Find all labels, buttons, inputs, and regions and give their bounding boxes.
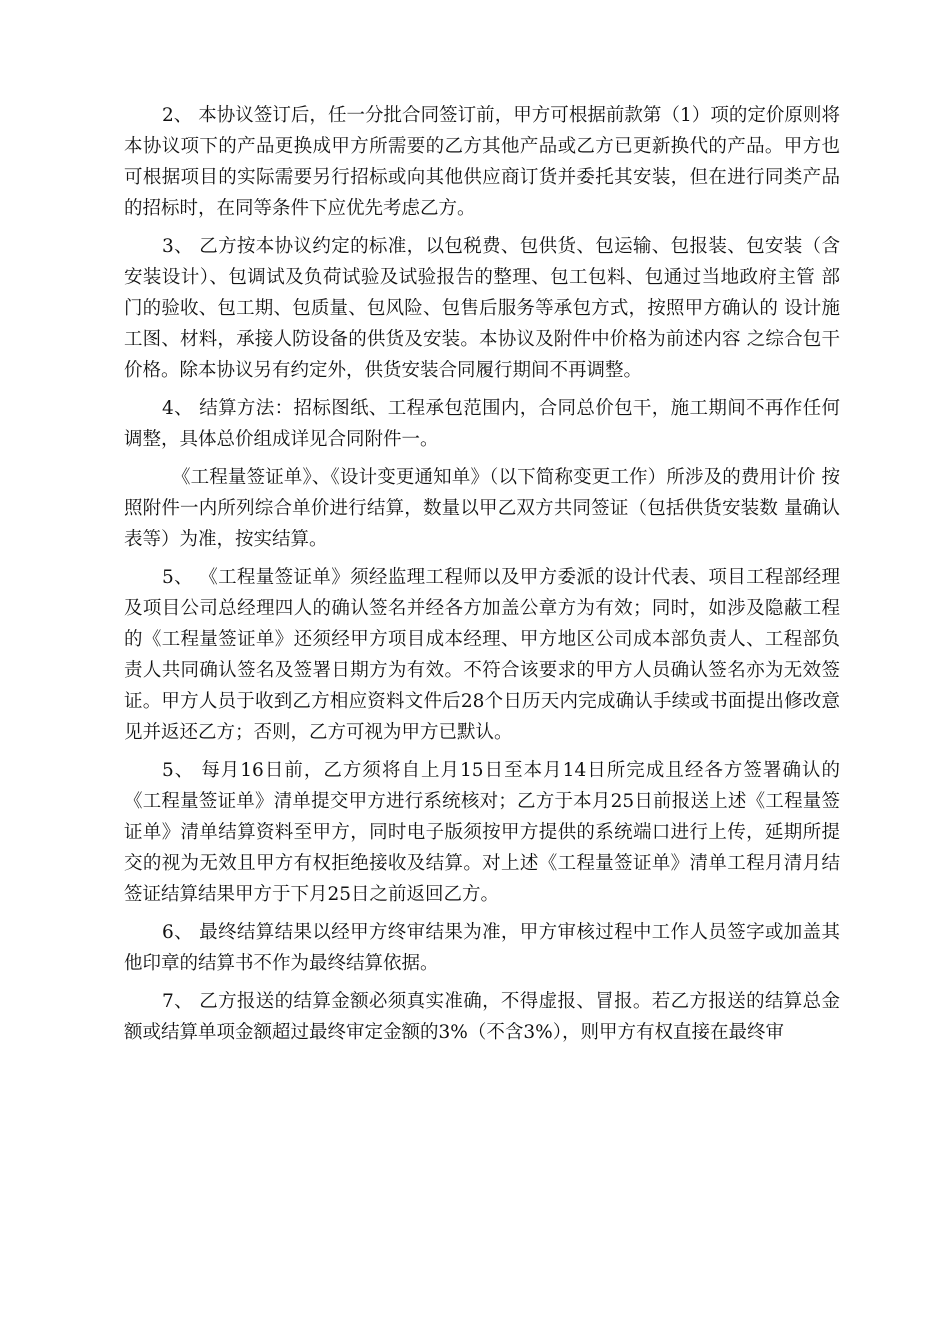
clause-5-monthly-paragraph: 5、 每月16日前，乙方须将自上月15日至本月14日所完成且经各方签署确认的《工程量签证单》清单提交甲方进行系统核对；乙方于本月25日前报送上述《工程量签证单》清单结算资料至甲方，同时电子版须按甲方提供的系统端口进行上传，延期所提交的视为无效且甲方有权拒绝接收及结算。对上述《工程量签证单》清单工程月清月结签证结算结果甲方于下月25日之前返回乙方。 (124, 760, 840, 905)
change-work-paragraph: 《工程量签证单》、《设计变更通知单》（以下简称变更工作）所涉及的费用计价 按照附件一内所列综合单价进行结算，数量以甲乙双方共同签证（包括供货安装数 量确认表等）为准，按实结算。 (124, 467, 840, 550)
clause-7-paragraph: 7、 乙方报送的结算金额必须真实准确，不得虚报、冒报。若乙方报送的结算总金额或结算单项金额超过最终审定金额的3%（不含3%），则甲方有权直接在最终审 (124, 991, 840, 1043)
document-body (124, 100, 840, 1055)
clause-4-paragraph: 4、 结算方法：招标图纸、工程承包范围内，合同总价包干，施工期间不再作任何调整，具体总价组成详见合同附件一。 (124, 398, 840, 450)
clause-2-paragraph: 2、 本协议签订后，任一分批合同签订前，甲方可根据前款第（1）项的定价原则将本协议项下的产品更换成甲方所需要的乙方其他产品或乙方已更新换代的产品。甲方也可根据项目的实际需要另行招标或向其他供应商订货并委托其安装，但在进行同类产品的招标时，在同等条件下应优先考虑乙方。 (124, 105, 840, 219)
clause-6-paragraph: 6、 最终结算结果以经甲方终审结果为准，甲方审核过程中工作人员签字或加盖其他印章的结算书不作为最终结算依据。 (124, 922, 840, 974)
clause-3-paragraph: 3、 乙方按本协议约定的标准，以包税费、包供货、包运输、包报装、包安装（含 安装设计）、包调试及负荷试验及试验报告的整理、包工包料、包通过当地政府主管 部门的验收、包工期、包质量、包风险、包售后服务等承包方式，按照甲方确认的 设计施工图、材料，承接人防设备的供货及安装。本协议及附件中价格为前述内容 之综合包干价格。除本协议另有约定外，供货安装合同履行期间不再调整。 (124, 236, 840, 381)
clause-5-signoff-paragraph: 5、 《工程量签证单》须经监理工程师以及甲方委派的设计代表、项目工程部经理及项目公司总经理四人的确认签名并经各方加盖公章方为有效；同时，如涉及隐蔽工程的《工程量签证单》还须经甲方项目成本经理、甲方地区公司成本部负责人、工程部负责人共同确认签名及签署日期方为有效。不符合该要求的甲方人员确认签名亦为无效签证。甲方人员于收到乙方相应资料文件后28个日历天内完成确认手续或书面提出修改意见并返还乙方；否则，乙方可视为甲方已默认。 (124, 567, 840, 743)
